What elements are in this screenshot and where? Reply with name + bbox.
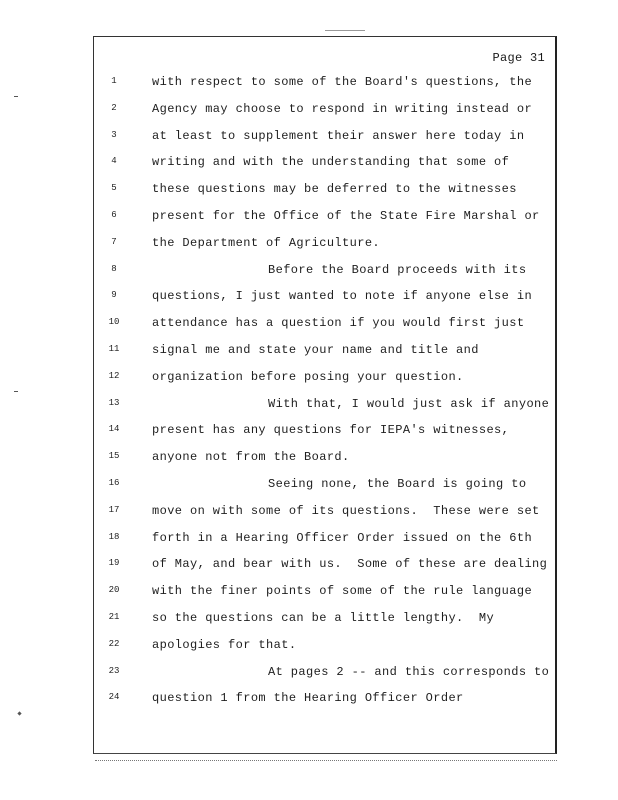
line-number: 5 [111, 183, 117, 193]
transcript-line: forth in a Hearing Officer Order issued on the 6th [152, 531, 533, 545]
transcript-line: apologies for that. [152, 638, 297, 652]
transcript-line: present for the Office of the State Fire Marshal or [152, 209, 540, 223]
line-number: 14 [108, 424, 120, 434]
transcript-line: Seeing none, the Board is going to [268, 477, 527, 491]
transcript-line: writing and with the understanding that some of [152, 155, 510, 169]
transcript-line: Before the Board proceeds with its [268, 263, 527, 277]
page-number-label: Page 31 [492, 51, 545, 65]
line-number: 11 [108, 344, 120, 354]
line-number: 23 [108, 666, 120, 676]
line-number-column [94, 37, 134, 753]
line-number: 3 [111, 130, 117, 140]
transcript-line: so the questions can be a little lengthy. My [152, 611, 495, 625]
line-number: 1 [111, 76, 117, 86]
line-number: 2 [111, 103, 117, 113]
line-number: 10 [108, 317, 120, 327]
transcript-line: organization before posing your question. [152, 370, 464, 384]
transcript-line: question 1 from the Hearing Officer Order [152, 691, 464, 705]
line-number: 15 [108, 451, 120, 461]
scan-artifact [17, 711, 21, 715]
line-number: 16 [108, 478, 120, 488]
transcript-line: of May, and bear with us. Some of these are dealing [152, 557, 548, 571]
line-number: 13 [108, 398, 120, 408]
transcript-line: signal me and state your name and title and [152, 343, 479, 357]
transcript-line: With that, I would just ask if anyone [268, 397, 550, 411]
transcript-line: with respect to some of the Board's questions, the [152, 75, 533, 89]
line-number: 8 [111, 264, 117, 274]
line-number: 6 [111, 210, 117, 220]
line-number: 19 [108, 558, 120, 568]
scan-artifact [14, 391, 18, 392]
transcript-line: questions, I just wanted to note if anyone else in [152, 289, 533, 303]
line-number: 22 [108, 639, 120, 649]
transcript-line: Agency may choose to respond in writing instead or [152, 102, 533, 116]
scan-artifact [14, 96, 18, 97]
line-number: 20 [108, 585, 120, 595]
line-number: 4 [111, 156, 117, 166]
line-number: 12 [108, 371, 120, 381]
line-number: 18 [108, 532, 120, 542]
line-number: 7 [111, 237, 117, 247]
transcript-line: anyone not from the Board. [152, 450, 350, 464]
transcript-line: move on with some of its questions. These were set [152, 504, 540, 518]
transcript-line: with the finer points of some of the rule language [152, 584, 533, 598]
line-number: 9 [111, 290, 117, 300]
transcript-page [93, 36, 557, 754]
transcript-line: At pages 2 -- and this corresponds to [268, 665, 550, 679]
transcript-line: these questions may be deferred to the witnesses [152, 182, 517, 196]
line-number: 17 [108, 505, 120, 515]
transcript-line: attendance has a question if you would first just [152, 316, 525, 330]
transcript-line: present has any questions for IEPA's witnesses, [152, 423, 510, 437]
transcript-line: the Department of Agriculture. [152, 236, 381, 250]
line-number: 24 [108, 692, 120, 702]
transcript-line: at least to supplement their answer here today in [152, 129, 525, 143]
line-number: 21 [108, 612, 120, 622]
footer-scan-line [95, 760, 557, 761]
scan-artifact [325, 30, 365, 31]
